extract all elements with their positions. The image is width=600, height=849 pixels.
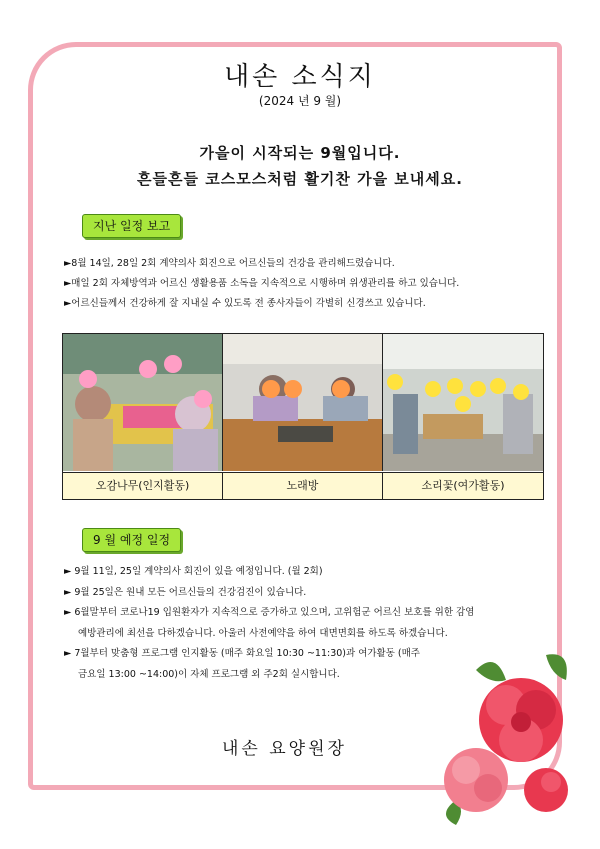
activity-photo-table — [62, 333, 544, 500]
september-schedule-badge: 9 월 예정 일정 — [82, 528, 181, 552]
schedule-item: 금요일 13:00 ~14:00)이 자체 프로그램 외 주2회 실시합니다. — [78, 668, 340, 680]
photo-leisure-activity — [383, 334, 543, 471]
newsletter-title: 내손 소식지 — [224, 62, 376, 92]
photo-caption: 소리꽃(여가활동) — [383, 472, 543, 499]
photo-caption: 노래방 — [223, 472, 383, 499]
schedule-item: ► 6월말부터 코로나19 입원환자가 지속적으로 증가하고 있으며, 고위험군 어르신 보호를 위한 감염 — [64, 607, 475, 618]
greeting-line-2: 흔들흔들 코스모스처럼 활기찬 가을 보내세요. — [137, 170, 463, 188]
past-report-item: ►어르신들께서 건강하게 잘 지내실 수 있도록 전 종사자들이 각별히 신경쓰고 있습니다. — [64, 298, 426, 309]
signature: 내손 요양원장 — [222, 739, 347, 759]
schedule-item: ► 9월 11일, 25일 계약의사 회진이 있을 예정입니다. (월 2회) — [64, 566, 323, 577]
greeting-line-1: 가을이 시작되는 9월입니다. — [199, 144, 401, 162]
schedule-item: 예방관리에 최선을 다하겠습니다. 아울러 사전예약을 하여 대면면회를 하도록 하겠습니다. — [78, 627, 448, 639]
past-report-badge: 지난 일정 보고 — [82, 214, 181, 238]
photo-caption: 오감나무(인지활동) — [63, 472, 223, 499]
past-report-list — [64, 254, 544, 314]
photo-karaoke — [223, 334, 383, 471]
past-report-item: ►매일 2회 자체방역과 어르신 생활용품 소독을 지속적으로 시행하며 위생관리를 하고 있습니다. — [64, 278, 460, 289]
newsletter-date: (2024 년 9 월) — [258, 94, 342, 108]
carnation-decoration — [436, 650, 596, 840]
schedule-item: ► 9월 25일은 원내 모든 어르신들의 건강검진이 있습니다. — [64, 586, 307, 598]
photo-cognitive-activity — [63, 334, 223, 471]
past-report-item: ►8월 14일, 28일 2회 계약의사 회진으로 어르신들의 건강을 관리해드렸습니다. — [64, 258, 395, 269]
schedule-item: ► 7월부터 맞춤형 프로그램 인지활동 (매주 화요일 10:30 ~11:30)과 여가활동 (매주 — [64, 648, 420, 659]
